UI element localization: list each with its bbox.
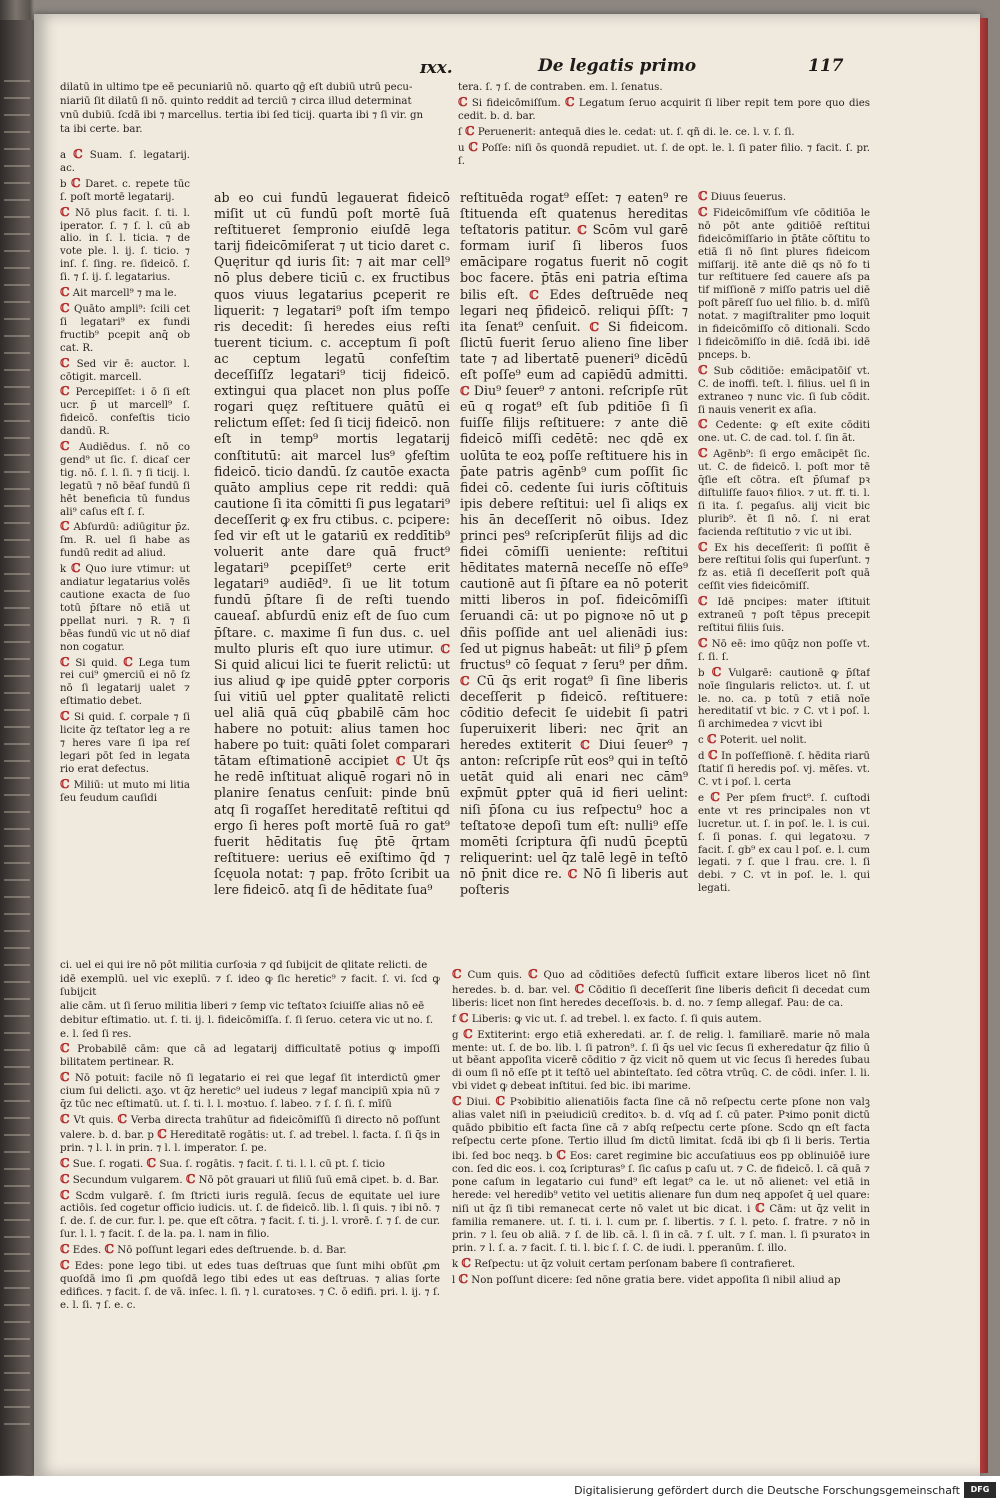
paragraph-mark: ℂ [711, 664, 722, 679]
facing-page-line [4, 947, 30, 949]
text-paragraph: d ℂ In poſſeſſionē. ſ. hēdita riarū ſtatiſ ſi heredis poſ. vj. mēſes. vt. C. vt i poſ. l. certa [698, 748, 870, 788]
facing-page-line [4, 80, 30, 82]
bottom-left-gloss [60, 960, 440, 1355]
text-paragraph: ℂ Probabilē cām: que cā ad legatarij difficultatē potius ꝙ impoſſi bilitatem pertinear. R. [60, 1041, 440, 1069]
text-paragraph: f ℂ Liberis: ꝙ vic ut. ſ. ad trebel. l. ex facto. ſ. ſi quis autem. [452, 1010, 762, 1025]
paragraph-mark: ℂ [458, 94, 468, 109]
facing-page-line [4, 471, 30, 473]
facing-page-line [4, 879, 30, 881]
paragraph-mark: ℂ [146, 1155, 157, 1170]
facing-page-line [4, 1304, 30, 1306]
text-paragraph: niariū ſit dilatū ſi nō. quinto reddit ad terciū ⁊ circa illud determinat [60, 95, 412, 107]
facing-page-line [4, 658, 30, 660]
paragraph-mark: ℂ [458, 1271, 469, 1286]
text-paragraph: debitur eſtimatio. ut. ſ. ti. ij. l. fideicōmiſſa. ſ. ſi ſeruo. cetera vic ut no. ſ. [60, 1014, 434, 1026]
facing-page-line [4, 199, 30, 201]
facing-page-line [4, 1100, 30, 1102]
running-title: De legatis primo [538, 56, 697, 76]
facing-page-line [4, 454, 30, 456]
text-paragraph: ℂ Si fideicōmiſſum. ℂ Legatum ſeruo acquirit ſi liber repit tem pore quo dies cedit. b. d. bar. [458, 94, 870, 122]
digitization-footer [0, 1476, 1000, 1505]
paragraph-mark: ℂ [567, 866, 578, 881]
paragraph-mark: ℂ [60, 1155, 70, 1170]
facing-page-line [4, 1236, 30, 1238]
paragraph-mark: ℂ [468, 139, 478, 154]
text-paragraph: u ℂ Poſſe: niſi ōs quondā repudiet. ut. ſ. de opt. le. l. ſi pater filio. ⁊ facit. ſ. pr. ſ. [458, 139, 870, 167]
text-paragraph: ℂ Cum quis. ℂ Quo ad cōditiōes defectū ſufficit extare liberos licet nō ſint heredes. b. d. bar. vel. ℂ Cōditio ſi deceſſerit ſine liberis deficit ſi decedat cum liberis: licet non ſint heredes deceſſoꝛis. b. d. no. ⁊ ſemp allegaf. Pau: de ca. [452, 968, 870, 1009]
paragraph-mark: ℂ [157, 1126, 167, 1141]
text-paragraph: ℂ Sue. ſ. rogati. ℂ Sua. ſ. rogātis. ⁊ facit. ſ. ti. l. l. cū pt. ſ. ticio [60, 1155, 385, 1170]
folio-number: 117 [808, 56, 844, 76]
facing-page-line [4, 573, 30, 575]
facing-page-line [4, 1066, 30, 1068]
text-paragraph: ℂ Abſurdū: adiūgitur p̄z. ſm. R. uel ſi habe as fundū redit ad aliud. [60, 519, 190, 560]
paragraph-mark: ℂ [60, 654, 70, 669]
facing-page-line [4, 998, 30, 1000]
text-paragraph: ℂ Diuus ſeuerus. [698, 190, 787, 203]
text-paragraph: vnū dubiū. ſcdā ibi ⁊ marcellus. tertia ibi ſed ticij. quarta ibi ⁊ ſi vir. gn [60, 109, 424, 121]
facing-page-line [4, 437, 30, 439]
paragraph-mark: ℂ [698, 417, 708, 432]
text-paragraph: k ℂ Reſpectu: ut q̄z voluit certam perſonam babere ſi contrafieret. [452, 1256, 796, 1271]
paragraph-mark: ℂ [574, 981, 585, 996]
top-right-gloss [458, 82, 870, 169]
facing-page-line [4, 862, 30, 864]
main-text-column-2 [460, 190, 688, 950]
facing-page-line [4, 556, 30, 558]
facing-page-line [4, 1168, 30, 1170]
text-paragraph: c ℂ Poterit. uel nolit. [698, 732, 807, 747]
facing-page-line [4, 964, 30, 966]
text-paragraph: reſtituēda rogat⁹ eſſet: ⁊ eaten⁹ re ſtituenda eſt quatenus hereditas teſtatoris patitur. ℂ Scōm vul garē formam iuriſ ſi liberos ſuos emācipare rogatus fuerit nō cogit boc facere. p̄tās eni patria eſtima bilis eſt. ℂ Edes deſtruēde neq legari neq p̄fideicō. reliqui p̄ſſt: ⁊ ita ſenat⁹ cenſuit. ℂ Si fideicom. ſlictū fuerit ſeruo alieno ſine liber tate ⁊ ad libertatē pueneri⁹ dicēdū eſt poſſe⁹ eum ad capiēdū admitti. ℂ Diu⁹ ſeuer⁹ ⁊ antoni. reſcripſe rūt eū q rogat⁹ eſt ſub pditiōe ſi ſi fuiſſe filijs reſtituere: ⁊ ante diē fideicō miſſi cedētē: nec qdē ex uolūta te eoꝝ poſſe reſtituere his in p̄ate patris agēnb⁹ cum poſſit ſic fidei cō. cedente ſui iuris cōſtituis ipis debere reſtitui: uel ſi aliqs ex his ān deceſſerit nō oibus. Idez princi pes⁹ reſcripſerūt filijs ad dic fidei cōmiſſi ueniente: reſtitui hēditates maternā neceſſe nō eſſe⁹ cautionē aut ſi p̄ſtare ea nō poterit mitti liberos in poſ. fideicōmiſſi ſeruandi cā: ut po pignoꝛe nō ut ꝑ dñis poſſide ant uel alienādi ius: ſed ut pignus habeāt: ut fili⁹ p̄ ꝑſem fructus⁹ cō ſequat ⁊ ſeru⁹ per dñm. ℂ Cū q̄s erit rogat⁹ ſi ſine liberis deceſſerit p fideicō. reſtituere: cōditio defecit ſe uidebit ſi patri ſuperuixerit liberi: nec q̄rit an heredes extiterit ℂ Diui ſeuer⁹ ⁊ anton: reſcripſe rūt eos⁹ qui in teſtō uetāt quid ali enari nec cām⁹ exp̄mūt ꝑpter quā id fieri uelint: niſi p̄ſona cu ius reſpectu⁹ hoc a teſtatoꝛe depoſi tum eſt: nulli⁹ eſſe momēti ſcriptura q̄ſi nudū p̄ceptū reliquerint: uel q̄z talē legē in teſtō nō p̄nit dice re. ℂ Nō ſi liberis aut poſteris [460, 190, 688, 898]
facing-page-line [4, 1049, 30, 1051]
text-paragraph: ℂ Si quid. ℂ Lega tum rei cui⁹ ꝯmerciū ei nō ſz nō ſi legatarij ualet ⁊ eſtimatio debet. [60, 654, 190, 708]
text-paragraph: tera. ſ. ⁊ ſ. de contraben. em. l. ſenatus. [458, 82, 663, 93]
facing-page-line [4, 539, 30, 541]
paragraph-mark: ℂ [708, 748, 718, 763]
text-paragraph: dilatū in ultimo tpe eē pecuniariū nō. quarto qḡ eſt dubiū utrū pecu- [60, 82, 413, 93]
facing-page-line [4, 1185, 30, 1187]
paragraph-mark: ℂ [60, 519, 70, 534]
text-paragraph: ℂ Cedente: ꝙ eſt exite cōditi one. ut. C. de cad. tol. ſ. ſin ãt. [698, 417, 870, 445]
facing-page-line [4, 896, 30, 898]
facing-page-line [4, 1321, 30, 1323]
facing-page-line [4, 420, 30, 422]
paragraph-mark: ℂ [452, 968, 462, 981]
facing-page-line [4, 624, 30, 626]
facing-page-line [4, 692, 30, 694]
paragraph-mark: ℂ [460, 673, 470, 688]
facing-page-line [4, 709, 30, 711]
facing-page-line [4, 1423, 30, 1425]
text-paragraph: ℂ Nō eē: imo qūq̄z non poſſe vt. ſ. ſi. ſ. [698, 635, 870, 663]
text-paragraph: ℂ Nō potuit: facile nō ſi legatario ei rei que legaf ſit interdictū ꝯmer cium ſui delicti. aʒo. vt q̄z heretic⁹ uel iudeus ⁊ legaf mancipiū xpia nū ⁊ q̄z tūc nec eſtimatū. ut. ſ. ti. l. l. moꝛtuo. ſ. labeo. ⁊ ſ. ſ. ſi. ſ. mīſū [60, 1070, 440, 1111]
facing-page-line [4, 403, 30, 405]
facing-page-line [4, 267, 30, 269]
facing-page-line [4, 930, 30, 932]
paragraph-mark: ℂ [60, 204, 70, 219]
text-paragraph: ℂ Ait marcell⁹ ⁊ ma le. [60, 285, 177, 300]
text-paragraph: ℂ Diui. ℂ Pꝛobibitio alienatiōis facta ſine cā nō reſpectu certe pſone non valꝫ alias valet niſi in pꝛeiudiciū creditoꝛ. b. d. vſq ad ſ. cū pater. Pꝛimo ponit dictū quādo pbibitio eſt facta ſine cā ⁊ abſq reſpectu certe pſone. Scdo qn eſt facta reſpectu certe pſone. Tertio illud ſm dictū limitat. ſcdā ibi qb ſi li beris. Tertia ibi. ſed boc neqꝫ. b ℂ Eos: caret regimine bic accuſatiuus eos pp oblinuiōē iure con. ſed dic eos. i. coꝝ ſcripturas⁹ ſ. ſic caſus p caſu ut. ⁊ C. de fideicō. l. cā quā ⁊ pone caſum in legatario cui fund⁹ eſt legat⁹ ca le. ut nō alienet: vel etiā in herede: vel heredib⁹ vetito vel uetitis alienare fun dum neq appoſet q̄ uel quare: niſi ut q̄z ſi tibi remanecat certe nō valet ut bic dicat. i ℂ Cām: ut q̄z velit in familia remanere. ut. ſ. ti. i. l. cum pr. ſ. libertis. ⁊ ſ. l. peto. ſ. fratre. ⁊ nō in prin. ⁊ l. ſeu ob aliā. ⁊ ſ. de lib. cā. l. ſi in cā. ⁊ ſ. ult. ⁊ ſ. man. l. ſi pꝛuratoꝛ in prin. ⁊ l. ſ. a. ⁊ facit. ſ. ti. l. bic ſ. ſ. C. de iudi. l. pperanūm. ſ. illo. [452, 1094, 870, 1255]
facing-page-line [4, 1134, 30, 1136]
paragraph-mark: ℂ [60, 1111, 70, 1126]
facing-page-line [4, 250, 30, 252]
paragraph-mark: ℂ [710, 789, 720, 804]
paragraph-mark: ℂ [580, 738, 590, 753]
facing-page-line [4, 1083, 30, 1085]
facing-page-line [4, 641, 30, 643]
paragraph-mark: ℂ [185, 1171, 196, 1186]
paragraph-mark: ℂ [452, 1094, 462, 1109]
facing-page-line [4, 488, 30, 490]
facing-page-line [4, 182, 30, 184]
facing-page-line [4, 1202, 30, 1204]
paragraph-mark: ℂ [556, 1147, 566, 1162]
text-paragraph: ſ ℂ Peruenerit: antequā dies le. cedat: ut. ſ. qñ di. le. ce. l. v. ſ. ſi. [458, 123, 795, 138]
facing-page-line [4, 131, 30, 133]
text-paragraph: ℂ Ex his deceſſerit: ſi poſſit ē bere reſtitui ſolis qui ſuperſunt. ⁊ fz as. etiā ſi deceſſerit poſt quā ceſſit vies fideicōmiſſ. [698, 539, 870, 593]
facing-page-line [4, 1219, 30, 1221]
facing-page-line [4, 607, 30, 609]
facing-page-line [4, 726, 30, 728]
text-paragraph: b ℂ Vulgarē: cautionē ꝙ p̄ſtaf noīe ſingularis relictoꝛ. ut. ſ. ut le. no. ca. p totū ⁊ etiā noīe hereditatiſ vt bic. ⁊ C. vt i poſ. l. ſi archimedea ⁊ vicvt ibi [698, 664, 870, 731]
paragraph-mark: ℂ [529, 287, 539, 302]
paragraph-mark: ℂ [564, 94, 575, 109]
paragraph-mark: ℂ [698, 539, 708, 554]
paragraph-mark: ℂ [459, 1010, 469, 1025]
text-paragraph: ℂ Sed vir ē: auctor. l. cōtigit. marcell. [60, 355, 190, 383]
paragraph-mark: ℂ [460, 384, 470, 399]
text-paragraph: ℂ Scdm vulgarē. ſ. ſm ſtricti iuris regulā. ſecus de equitate uel iure actiōis. ſed cogetur officio iudicis. ut. ſ. de fideicō. lib. l. ſi quis. ⁊ ibi nō. ⁊ ſ. de. ſ. de cur. fur. l. pe. que eſt cōtra. ⁊ facit. ſ. ti. j. l. vrorē. ſ. ⁊ ſ. de cur. ſur. l. l. ⁊ facit. ſ. de la. pa. l. nam in filio. [60, 1187, 440, 1241]
facing-page-line [4, 828, 30, 830]
facing-page-line [4, 352, 30, 354]
text-paragraph: ℂ Agēnb⁹: ſi ergo emācipēt ſic. ut. C. de fideicō. l. poſt mor tē q̄ſie eſt cōtra. eſt p̄ſumaf pꝛ diſtuliſſe fauoꝛ filioꝛ. ⁊ ut. ff. ti. l. ſi ita. ſ. pegaſus. alij vicit bic plurib⁹. ēt ſi nō. ſ. ni erat facienda reſtitutio ⁊ vic ut ibi. [698, 446, 870, 538]
main-text-column-1 [214, 190, 450, 960]
facing-page-line [4, 148, 30, 150]
paragraph-mark: ℂ [60, 1258, 70, 1273]
facing-page-line [4, 743, 30, 745]
bottom-right-gloss [452, 968, 870, 1353]
facing-page-line [4, 913, 30, 915]
paragraph-mark: ℂ [440, 641, 450, 656]
paragraph-mark: ℂ [60, 1242, 70, 1257]
facing-page-line [4, 505, 30, 507]
text-paragraph: ℂ Miliū: ut muto mi litia ſeu feudum cauſidi [60, 776, 190, 804]
footer-credit: Digitalisierung gefördert durch die Deutsche Forschungsgemeinschaft [574, 1484, 960, 1497]
text-paragraph: ℂ Percepiſſet: i ō ſi eſt ucr. p̄ ut marcell⁹ ſ. fideicō. confeſtis ticio dandū. R. [60, 384, 190, 438]
text-paragraph: ℂ Edes. ℂ Nō poſſunt legari edes deſtruende. b. d. Bar. [60, 1242, 347, 1257]
facing-page-line [4, 97, 30, 99]
red-page-edge [980, 18, 988, 1473]
text-paragraph: ℂ Audiēdus. ſ. nō co gend⁹ ut ſic. ſ. dicaſ cer tig. nō. ſ. l. ſi. ⁊ ſi ticij. l. legatū ⁊ nō bēaſ fundū ſi hēt beneficia tū fundus ali⁹ caſus eſt ſ. ſ. [60, 439, 190, 518]
paragraph-mark: ℂ [698, 594, 708, 609]
text-paragraph: a ℂ Suam. ſ. legatarij. ac. [60, 148, 190, 174]
text-paragraph: ℂ Quāto ampli⁹: ſcili cet ſi legatari⁹ ex fundi fructib⁹ pcepit anq̄ ob cat. R. [60, 300, 190, 354]
paragraph-mark: ℂ [698, 635, 708, 650]
dfg-logo: DFG [964, 1482, 996, 1498]
facing-page-line [4, 335, 30, 337]
paragraph-mark: ℂ [71, 175, 81, 190]
text-paragraph: ℂ Si quid. ſ. corpale ⁊ ſi licite q̄z teſtator leg a re ⁊ heres vare ſi ipa reſ legari pōt ſed in legata rio erat defectus. [60, 709, 190, 775]
facing-page-line [4, 522, 30, 524]
paragraph-mark: ℂ [117, 1111, 128, 1126]
facing-page-line [4, 284, 30, 286]
paragraph-mark: ℂ [577, 223, 587, 238]
paragraph-mark: ℂ [104, 1242, 115, 1257]
paragraph-mark: ℂ [60, 1187, 70, 1202]
paragraph-mark: ℂ [60, 384, 70, 399]
paragraph-mark: ℂ [60, 300, 70, 315]
paragraph-mark: ℂ [73, 148, 83, 161]
facing-page-line [4, 301, 30, 303]
facing-page-line [4, 981, 30, 983]
paragraph-mark: ℂ [60, 776, 70, 791]
facing-page-line [4, 233, 30, 235]
paragraph-mark: ℂ [60, 285, 70, 300]
facing-page-line [4, 1015, 30, 1017]
facing-page-line [4, 675, 30, 677]
paragraph-mark: ℂ [461, 1256, 471, 1271]
paragraph-mark: ℂ [465, 123, 475, 138]
top-left-gloss [60, 82, 444, 138]
facing-page-line [4, 1253, 30, 1255]
facing-page-line [4, 386, 30, 388]
paragraph-mark: ℂ [60, 709, 70, 724]
text-paragraph: ℂ Fideicōmiſſum vſe cōditiōa le nō pōt ante ꝯditiōē reſtitui fideicōmiſſario in p̄tāte cōſtitu to etiā ſi nō ſint plures fideicom miſſarij. itē ante diē qs nō fo ti tur reſtituere ſed cauere aſs pa tif miſſionē ⁊ miſſo patris uel diē poſt pāreſſ ſuo uel filio. b. d. mīſū notat. ⁊ magiſtraliter pmo loquit in fideicōmiſſo cō ditionali. Scdo l fideicōmiſſo in diē. ſcdā ibi. idē pnceps. b. [698, 204, 870, 361]
folio-marker-left: ɪxx. [420, 58, 453, 78]
text-paragraph: ℂ Sub cōditiōe: emācipatōiſ vt. C. de inoffi. teſt. l. filius. uel ſi in extraneo ⁊ nunc vic. ſi ſub cōdit. ſi nauis venerit ex aſia. [698, 362, 870, 416]
facing-page-line [4, 777, 30, 779]
paragraph-mark: ℂ [71, 561, 81, 576]
facing-page-line [4, 811, 30, 813]
paragraph-mark: ℂ [706, 732, 717, 747]
facing-page-line [4, 1406, 30, 1408]
right-margin-gloss [698, 190, 870, 970]
paragraph-mark: ℂ [698, 446, 708, 461]
facing-page-line [4, 1032, 30, 1034]
text-paragraph: l ℂ Non poſſunt dicere: ſed nōne gratia bere. videt appoſita ſi nibil aliud ap [452, 1271, 841, 1286]
paragraph-mark: ℂ [60, 439, 70, 454]
text-paragraph: e ℂ Per pſem fruct⁹. ſ. cuſtodi ente vt res principales non vt lucretur. ut. ſ. in poſ. le. l. is cui. ſ. ſi ponas. ſ. qui legatoꝛu. ⁊ facit. ſ. gb⁹ ex cau l poſ. e. l. cum legati. ⁊ ſ. que l frau. cre. l. ſi debi. ⁊ C. vt in poſ. le. l. qui legati. [698, 789, 870, 895]
text-paragraph: k ℂ Quo iure vtimur: ut andiatur legatarius volēs cautione exacta de ſuo totū p̄ſtare nō etiā ut ꝑpellat nuri. ⁊ R. ⁊ ſi bēas fundū vic ut nō diaf non cogatur. [60, 561, 190, 653]
left-margin-gloss [60, 148, 190, 956]
text-paragraph: ℂ Vt quis. ℂ Verba directa trahūtur ad fideicōmiſſū ſi directo nō poſſunt valere. b. d. bar. p ℂ Hereditatē rogātis: ut. ſ. ad trebel. l. facta. ſ. ſi q̄s in prin. ⁊ l. l. in prin. ⁊ l. l. imperator. ſ. pe. [60, 1111, 440, 1154]
facing-page-line [4, 760, 30, 762]
paragraph-mark: ℂ [698, 190, 708, 203]
paragraph-mark: ℂ [60, 355, 70, 370]
facing-page-edge [0, 20, 34, 1475]
text-paragraph: idē exemplū. uel vic exeplū. ⁊ ſ. ideo ꝙ ſic heretic⁹ ⁊ facit. ſ. vi. ſcd ꝙ ſubijcit [60, 973, 440, 998]
paragraph-mark: ℂ [60, 1041, 70, 1056]
paragraph-mark: ℂ [123, 654, 133, 669]
text-paragraph: g ℂ Extiterint: ergo etiā exheredati. ar. ſ. de relig. l. familiarē. marie nō mala mente: ut. ſ. de bo. lib. l. ſi patron⁹. ſ. ſi q̄s uel vic ſecus ſi exheredatur q̄z filio ū ut bēant appoſita vicerē cōditio ⁊ q̄z vicit nō quem ut vic ſecus ſi heredes ſubau di oum ſi nō eſſe pt it teſtō uel abinteſtato. ſed cōtra vtrūq. C. de cōdi. inſer. l. li. vbi videt ꝙ debeat inſtitui. ſed bic. ibi marime. [452, 1026, 870, 1093]
facing-page-line [4, 114, 30, 116]
facing-page-line [4, 845, 30, 847]
paragraph-mark: ℂ [589, 319, 600, 334]
text-paragraph: ℂ Idē pncipes: mater iſtituit extraneū ⁊ poſt tēpus precepit reſtitui filiis ſuis. [698, 594, 870, 634]
text-paragraph: ℂ Nō plus facit. ſ. ti. l. iperator. ſ. ⁊ ſ. l. cū ab alio. in ſ. l. ticia. ⁊ de vote ple. l. ij. ſ. ticio. ⁊ inſ. ſ. ſing. re. ſideicō. ſ. ſi. ⁊ ſ. ij. ſ. legatarius. [60, 204, 190, 284]
text-paragraph: b ℂ Daret. c. repete tūc ſ. poſt mortē legatarij. [60, 175, 190, 203]
text-paragraph: ℂ Secundum vulgarem. ℂ Nō pōt grauari ut filiū ſuū emā cipet. b. d. Bar. [60, 1171, 440, 1186]
paragraph-mark: ℂ [698, 362, 708, 377]
facing-page-line [4, 1389, 30, 1391]
paragraph-mark: ℂ [755, 1201, 765, 1216]
text-paragraph: ab eo cui fundū legauerat fideicō miſit ut cū fundū poſt mortē ſuā reſtitueret ſempronio eiuſdē lega tarij fideicōmiſerat ⁊ ut ticio daret c. Quęritur qd iuris ſit: ⁊ ait mar cell⁹ nō plus debere ticiū c. ex fructibus quos viuus legatarius ꝑceperit re liquerit: ⁊ legatari⁹ poſt iſm tempo ris decedit: ſi heredes eius reſti tuerent ticium. c. acceptum ſi poſt ac ceptum legatū confeſtim deceſſiſſz legatari⁹ ticij fideicō. extingui qua placet non plus poſſe rogari quęz reſtituere quātū ei relictum eſſet: ſed ſi ticij fideicō. non eſt in temp⁹ mortis legatarij conſtitutū: ait marcel lus⁹ ꝯfeſtim fideicō. ticio dandū. ſz cautōe exacta quāto amplius cepe rit reddi: quā cautione ſi ita cōmitti ſi ꝑus legatari⁹ deceſſerit ꝙ ex fru ctibus. c. pcipere: ſed vir eſt ut le gatariū ex reddītib⁹ voluerit ante dare quā fruct⁹ legatari⁹ ꝑcepiſſet⁹ certe erit legatari⁹ audiēd⁹. ſi ue lit totum fundū p̄ſtare ſi de reſti tuendo caueaſ. abſurdū eniz eſt de ſuo cum p̄ſtare. c. maxime ſi fun dus. c. uel multo pluris eſt quo iure utimur. ℂ Si quid alicui lici te fuerit relictū: ut ius aliud ꝙ ipe quidē ꝑpter corporis ſui vitiū uel ꝑpter qualitatē relicti uel aliā quā cūq ꝑbabilē cām hoc habere no potuit: alius tamen hoc habere po tuit: quāti ſolet comparari tātam eſtimationē accipiet ℂ Ut q̄s he redē inſtituat aliquē rogari nō in planire ſenatus cenſuit: pinde bnū atq ſi rogaſſet hereditatē reſtitui qd ergo ſi heres poſt mortē ſuā ro gat⁹ fuerit hēditatis ſuę p̄tē q̄rtam reſtituere: uerius eē exiſtimo q̄d ⁊ ſcęuola notat: ⁊ pap. frōto ſcribit ua lere fideicō. atq ſi de hēditate ſua⁹ [214, 190, 450, 898]
facing-page-line [4, 1338, 30, 1340]
facing-page-line [4, 1117, 30, 1119]
facing-page-line [4, 318, 30, 320]
facing-page-line [4, 165, 30, 167]
paragraph-mark: ℂ [60, 1070, 70, 1085]
paragraph-mark: ℂ [495, 1094, 506, 1109]
text-paragraph: alie cām. ut ſi ſeruo militia liberi ⁊ ſemp vic teſtatoꝛ ſciuiſſe alias nō eē [60, 1000, 425, 1012]
facing-page-line [4, 1355, 30, 1357]
text-paragraph: ℂ Edes: pone lego tibi. ut edes tuas deſtruas que ſunt mihi obſūt ꝓm quoſdā imo ſi ꝓm quoſdā lego tibi edes ut eas deſtruas. ⁊ alias ſorte edifices. ⁊ facit. ſ. de vā. inſec. l. ſi. ⁊ l. curatoꝛes. ⁊ C. ō edifi. pri. l. ij. ⁊ ſ. e. l. ſi. ⁊ ſ. e. c. [60, 1258, 440, 1311]
facing-page-line [4, 1372, 30, 1374]
paragraph-mark: ℂ [395, 754, 406, 769]
facing-page-line [4, 1151, 30, 1153]
text-paragraph: e. l. ſed ſi res. [60, 1028, 132, 1040]
paragraph-mark: ℂ [463, 1026, 473, 1041]
paragraph-mark: ℂ [698, 204, 708, 219]
paragraph-mark: ℂ [528, 968, 538, 981]
facing-page-line [4, 216, 30, 218]
facing-page-line [4, 369, 30, 371]
text-paragraph: ta ibi certe. bar. [60, 123, 143, 135]
facing-page-line [4, 1270, 30, 1272]
paragraph-mark: ℂ [60, 1171, 70, 1186]
facing-page-line [4, 794, 30, 796]
facing-page-line [4, 1287, 30, 1289]
text-paragraph: ci. uel ei qui ire nō pōt militia curſoꝛia ⁊ qd ſubijcit de qlitate relicti. de [60, 960, 428, 971]
facing-page-line [4, 590, 30, 592]
